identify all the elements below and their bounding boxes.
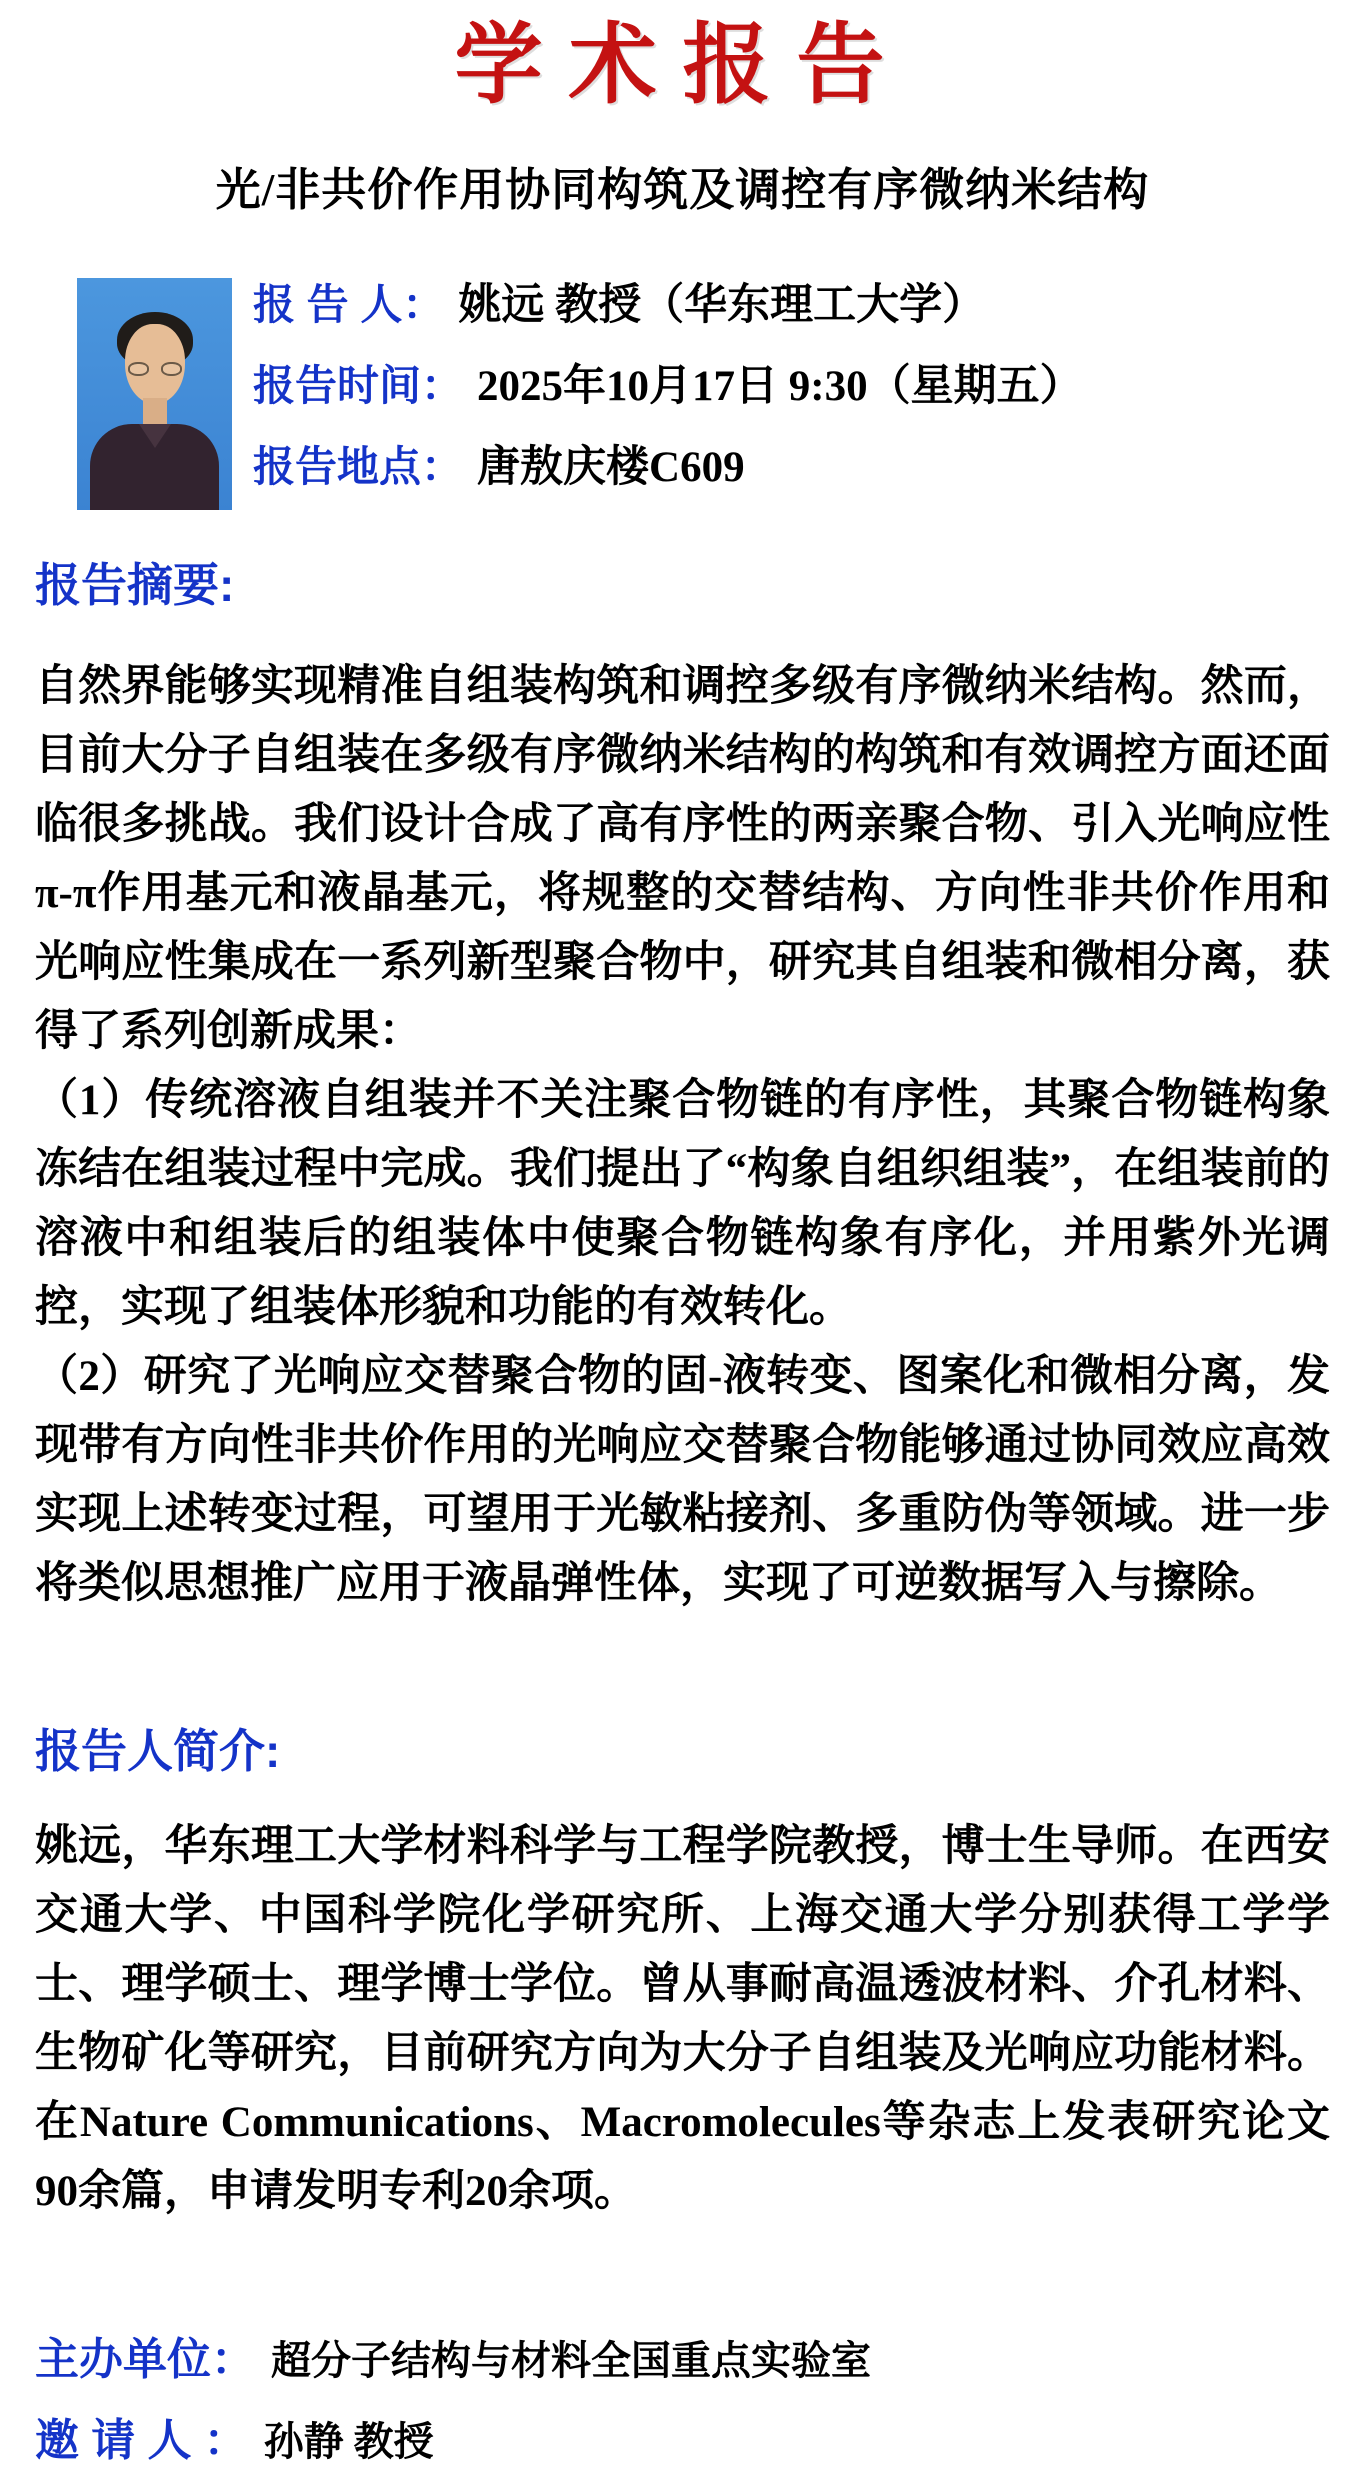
photo-glasses-shape [128,362,182,378]
speaker-name-value: 姚远 教授（华东理工大学） [458,282,986,329]
lecture-time-label: 报告时间： [253,362,464,409]
abstract-header: 报告摘要: [35,559,235,611]
abstract-paragraph-3: （2）研究了光响应交替聚合物的固-液转变、图案化和微相分离，发现带有方向性非共价作用的光响应交替聚合物能够通过协同效应高效实现上述转变过程，可望用于光敏粘接剂、多重防伪等领域。进一步将类似思想推广应用于液晶弹性体，实现了可逆数据写入与擦除。 [35,1353,1330,1607]
host-organization-label: 主办单位： [35,2335,255,2384]
host-organization-row [35,2334,1330,2387]
photo-glasses-left-lens [128,362,149,376]
speaker-name-row [253,280,1083,331]
lecture-location-value: 唐敖庆楼C609 [477,444,745,491]
bio-header: 报告人简介: [35,1725,281,1777]
footer-section [35,2334,1330,2468]
inviter-label: 邀 请 人 ： [35,2416,248,2465]
page-title: 学术报告 [454,12,911,116]
photo-glasses-right-lens [161,362,182,376]
bio-paragraph: 姚远，华东理工大学材料科学与工程学院教授，博士生导师。在西安交通大学、中国科学院化学研究所、上海交通大学分别获得工学学士、理学硕士、理学博士学位。曾从事耐高温透波材料、介孔材料、生物矿化等研究，目前研究方向为大分子自组装及光响应功能材料。在Nature Communications、Macromolecules等杂志上发表研究论文90余篇，申请发明专利20余项。 [35,1823,1330,2215]
lecture-location-row [253,442,1083,493]
lecture-location-label: 报告地点： [253,443,464,490]
speaker-info [253,280,1083,493]
speaker-name-label: 报 告 人： [253,281,445,328]
lecture-time-row [253,361,1083,412]
lecture-title: 光/非共价作用协同构筑及调控有序微纳米结构 [215,165,1150,215]
speaker-photo [77,278,232,510]
abstract-paragraph-2: （1）传统溶液自组装并不关注聚合物链的有序性，其聚合物链构象冻结在组装过程中完成。我们提出了“构象自组织组装”，在组装前的溶液中和组装后的组装体中使聚合物链构象有序化，并用紫外光调控，实现了组装体形貌和功能的有效转化。 [35,1077,1330,1331]
host-organization-value: 超分子结构与材料全国重点实验室 [271,2338,871,2383]
inviter-row [35,2415,1330,2468]
abstract-paragraph-1: 自然界能够实现精准自组装构筑和调控多级有序微纳米结构。然而，目前大分子自组装在多级有序微纳米结构的构筑和有效调控方面还面临很多挑战。我们设计合成了高有序性的两亲聚合物、引入光响应性π-π作用基元和液晶基元，将规整的交替结构、方向性非共价作用和光响应性集成在一系列新型聚合物中，研究其自组装和微相分离，获得了系列创新成果： [35,663,1330,1055]
lecture-time-value: 2025年10月17日 9:30（星期五） [477,363,1083,410]
inviter-value: 孙静 教授 [263,2419,434,2464]
speaker-section [77,278,1330,510]
